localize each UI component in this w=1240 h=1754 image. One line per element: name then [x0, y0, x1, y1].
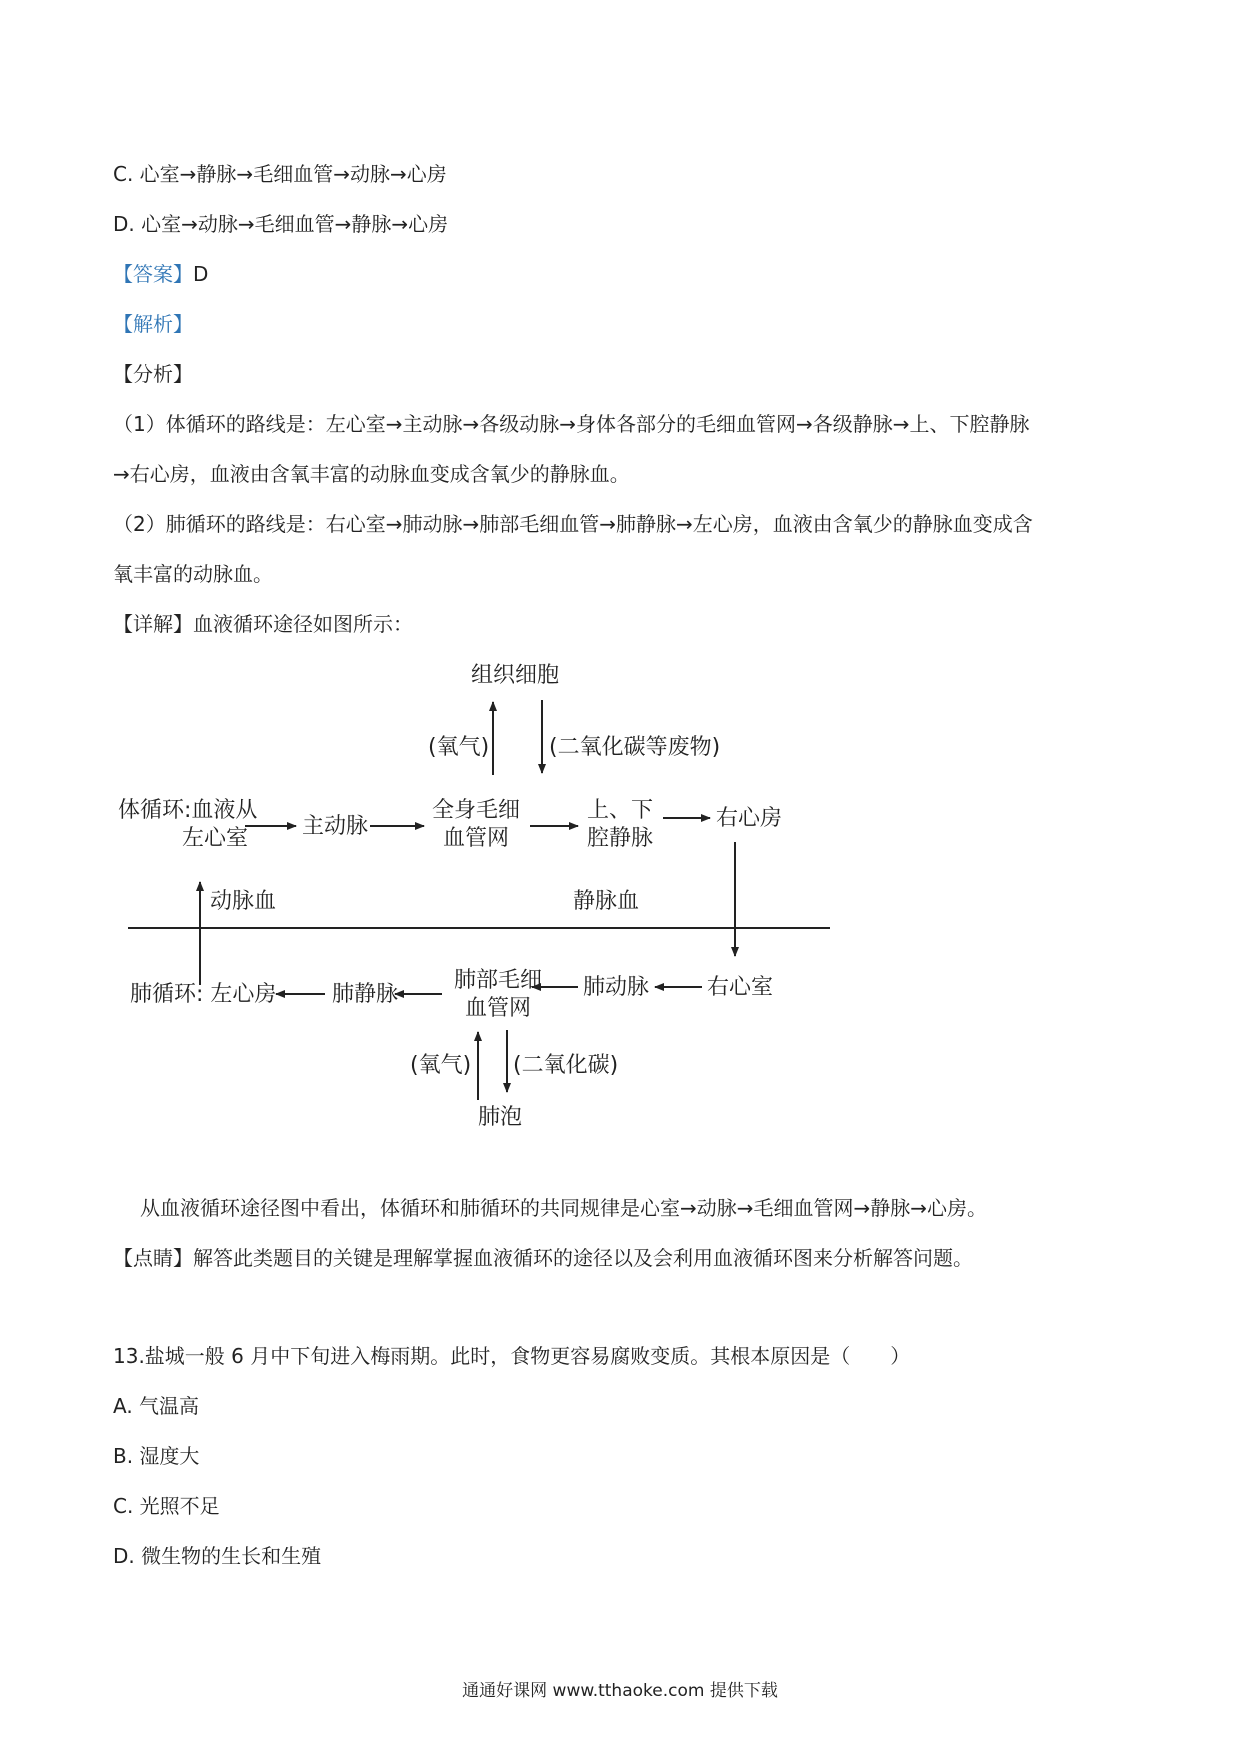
body-capillary-line2: 血管网	[442, 826, 510, 851]
answer-value: D	[193, 262, 209, 286]
oxygen-top-label: (氧气)	[428, 735, 490, 760]
question13-option-b: B. 湿度大	[113, 1444, 200, 1468]
co2-waste-label: (二氧化碳等废物)	[549, 735, 721, 760]
conclusion-line: 从血液循环途径图中看出，体循环和肺循环的共同规律是心室→动脉→毛细血管网→静脉→心房。	[140, 1196, 988, 1220]
question13-option-a: A. 气温高	[113, 1394, 200, 1418]
point1-line1: （1）体循环的路线是：左心室→主动脉→各级动脉→身体各部分的毛细血管网→各级静脉→上、下腔静脉	[113, 412, 1030, 436]
question13-option-d: D. 微生物的生长和生殖	[113, 1544, 322, 1568]
blood-circulation-diagram	[110, 660, 950, 1180]
analysis-tag: 【解析】	[113, 312, 193, 336]
detail-tag: 【详解】	[113, 612, 193, 636]
fenxi-tag: 【分析】	[113, 362, 193, 386]
oxygen-bottom-label: (氧气)	[410, 1053, 472, 1078]
dianjing-line	[113, 1244, 973, 1272]
point1-line2: →右心房，血液由含氧丰富的动脉血变成含氧少的静脉血。	[113, 462, 630, 486]
footer-text: 通通好课网 www.tthaoke.com 提供下载	[462, 1681, 778, 1701]
pulmonary-prefix-label: 肺循环: 左心房	[130, 982, 277, 1007]
left-ventricle-label: 左心室	[182, 826, 249, 851]
question13-option-c: C. 光照不足	[113, 1494, 220, 1518]
option-c-prev: C. 心室→静脉→毛细血管→动脉→心房	[113, 162, 447, 186]
detail-text: 血液循环途径如图所示：	[193, 612, 413, 636]
answer-tag: 【答案】	[113, 262, 193, 286]
pulmonary-artery-label: 肺动脉	[583, 975, 650, 1000]
vena-cava-line1: 上、下	[586, 798, 654, 823]
vena-cava-line2: 腔静脉	[586, 826, 654, 851]
dianjing-text: 解答此类题目的关键是理解掌握血液循环的途径以及会利用血液循环图来分析解答问题。	[193, 1246, 973, 1270]
lung-capillary-line2: 血管网	[464, 996, 532, 1021]
body-capillary-line1: 全身毛细	[431, 798, 521, 823]
circulation-svg	[110, 660, 950, 1180]
arterial-blood-label: 动脉血	[210, 889, 277, 914]
point2-line2: 氧丰富的动脉血。	[113, 562, 273, 586]
question13-stem: 13.盐城一般 6 月中下旬进入梅雨期。此时，食物更容易腐败变质。其根本原因是（ ）	[113, 1344, 911, 1368]
dianjing-tag: 【点睛】	[113, 1246, 193, 1270]
option-d-prev: D. 心室→动脉→毛细血管→静脉→心房	[113, 212, 449, 236]
tissue-cells-label: 组织细胞	[470, 663, 560, 688]
right-atrium-label: 右心房	[716, 806, 783, 831]
aorta-label: 主动脉	[302, 814, 369, 839]
lung-capillary-line1: 肺部毛细	[453, 968, 543, 993]
pulmonary-vein-label: 肺静脉	[332, 982, 399, 1007]
point2-line1: （2）肺循环的路线是：右心室→肺动脉→肺部毛细血管→肺静脉→左心房，血液由含氧少的静脉血变成含	[113, 512, 1033, 536]
alveoli-label: 肺泡	[477, 1105, 523, 1130]
venous-blood-label: 静脉血	[573, 889, 640, 914]
co2-bottom-label: (二氧化碳)	[513, 1053, 619, 1078]
answer-line	[113, 260, 208, 288]
detail-line	[113, 610, 413, 638]
systemic-prefix-label: 体循环:血液从	[118, 798, 258, 823]
right-ventricle-label: 右心室	[707, 975, 774, 1000]
